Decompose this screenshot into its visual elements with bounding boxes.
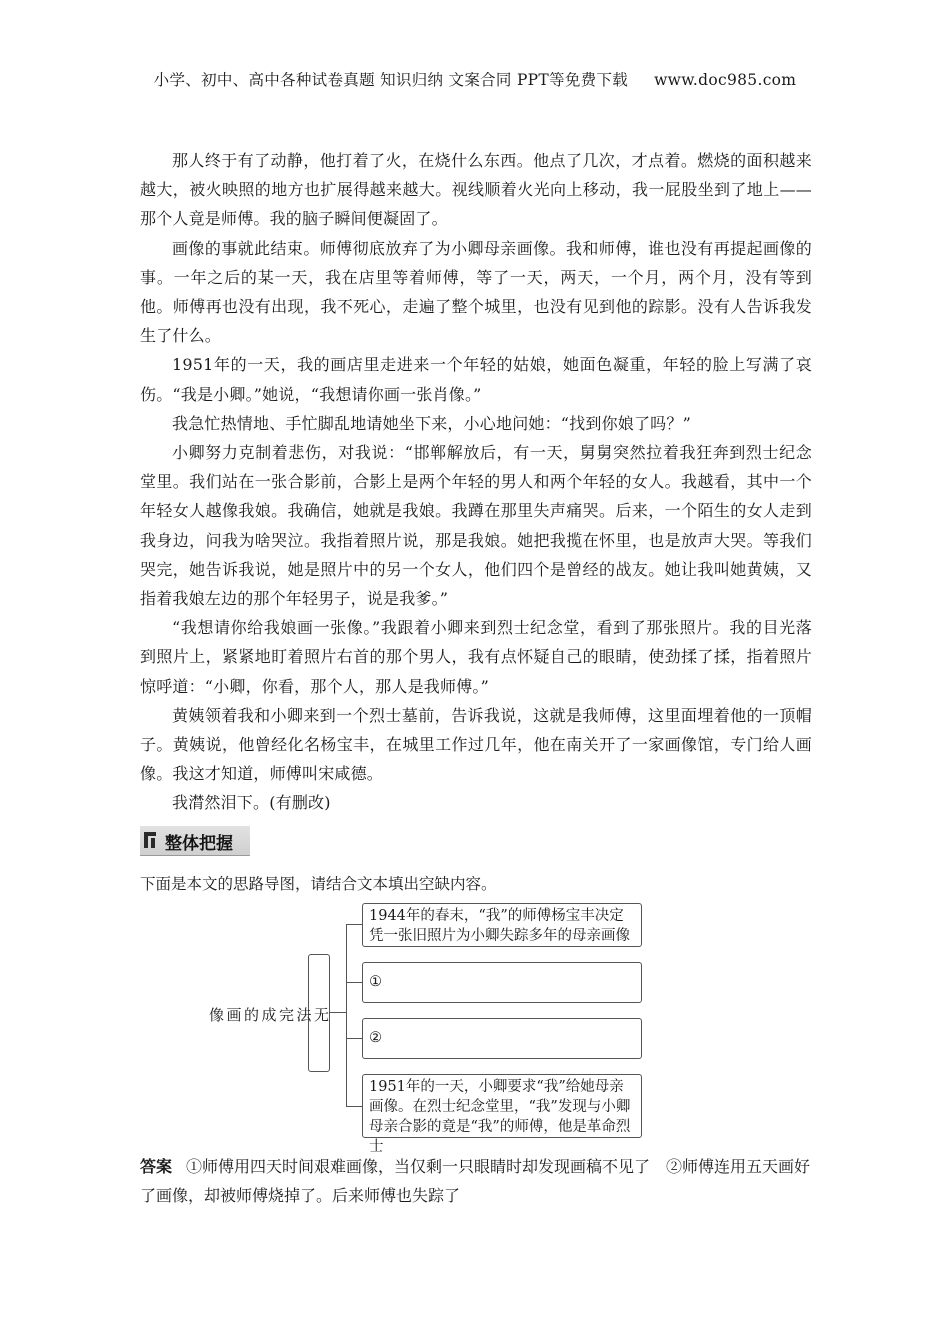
paragraph: 1951年的一天，我的画店里走进来一个年轻的姑娘，她面色凝重，年轻的脸上写满了哀伤。“我是小卿。”她说，“我想请你画一张肖像。” — [140, 355, 812, 404]
section-marker-icon — [144, 832, 156, 848]
instruction-text: 下面是本文的思路导图，请结合文本填出空缺内容。 — [140, 875, 497, 893]
answer-section — [140, 1152, 812, 1210]
paragraph: “我想请你给我娘画一张像。”我跟着小卿来到烈士纪念堂，看到了那张照片。我的目光落到照片上，紧紧地盯着照片右首的那个男人，我有点怀疑自己的眼睛，使劲揉了揉，指着照片惊呼道：“小卿，你看，那个人，那人是我师傅。” — [140, 618, 812, 696]
page-header — [0, 68, 950, 90]
paragraph: 我潸然泪下。(有删改) — [172, 793, 331, 813]
paragraph: 那人终于有了动静，他打着了火，在烧什么东西。他点了几次，才点着。燃烧的面积越来越大，被火映照的地方也扩展得越来越大。视线顺着火光向上移动，我一屁股坐到了地上——那个人竟是师傅。我的脑子瞬间便凝固了。 — [140, 151, 812, 229]
root-char: 法 — [294, 1006, 313, 1022]
mind-map — [207, 900, 660, 1155]
answer-label: 答案 — [140, 1157, 173, 1176]
root-char: 像 — [207, 1006, 225, 1022]
mind-map-node-4: 1951年的一天，小卿要求“我”给她母亲画像。在烈士纪念堂里，“我”发现与小卿母亲合影的竟是“我”的师傅，他是革命烈士 — [362, 1074, 642, 1138]
root-char: 画 — [224, 1006, 243, 1022]
root-char: 成 — [259, 1006, 278, 1022]
paragraph: 黄姨领着我和小卿来到一个烈士墓前，告诉我说，这就是我师傅，这里面埋着他的一顶帽子。黄姨说，他曾经化名杨宝丰，在城里工作过几年，他在南关开了一家画像馆，专门给人画像。我这才知道，师傅叫宋咸德。 — [140, 705, 812, 784]
section-title: 整体把握 — [165, 834, 233, 854]
answer-text: ①师傅用四天时间艰难画像，当仅剩一只眼睛时却发现画稿不见了 ②师傅连用五天画好了画像，却被师傅烧掉了。后来师傅也失踪了 — [140, 1157, 811, 1206]
mind-map-root — [207, 954, 330, 1072]
connector-line — [330, 1012, 346, 1013]
paragraph: 画像的事就此结束。师傅彻底放弃了为小卿母亲画像。我和师傅，谁也没有再提起画像的事。一年之后的某一天，我在店里等着师傅，等了一天，两天，一个月，两个月，没有等到他。师傅再也没有出现，我不死心，走遍了整个城里，也没有见到他的踪影。没有人告诉我发生了什么。 — [140, 238, 812, 346]
paragraph: 我急忙热情地、手忙脚乱地请她坐下来，小心地问她：“找到你娘了吗？” — [172, 413, 691, 433]
mind-map-node-1: 1944年的春末，“我”的师傅杨宝丰决定凭一张旧照片为小卿失踪多年的母亲画像 — [362, 903, 642, 947]
header-text: 小学、初中、高中各种试卷真题 知识归纳 文案合同 PPT等免费下载 — [153, 71, 629, 89]
header-site-link[interactable]: www.doc985.com — [654, 71, 797, 89]
section-heading — [140, 826, 250, 856]
connector-line — [346, 1038, 362, 1039]
mind-map-node-blank-1: ① — [362, 962, 642, 1003]
root-char: 的 — [242, 1006, 260, 1022]
connector-line — [346, 1106, 362, 1107]
root-char: 无 — [312, 1006, 330, 1022]
connector-line — [346, 924, 362, 925]
mind-map-node-blank-2: ② — [362, 1018, 642, 1059]
story-body — [140, 146, 812, 818]
connector-line — [346, 982, 362, 983]
root-char: 完 — [277, 1006, 295, 1022]
paragraph: 小卿努力克制着悲伤，对我说：“邯郸解放后，有一天，舅舅突然拉着我狂奔到烈士纪念堂里。我们站在一张合影前，合影上是两个年轻的男人和两个年轻的女人。我越看，其中一个年轻女人越像我娘。我确信，她就是我娘。我蹲在那里失声痛哭。后来，一个陌生的女人走到我身边，问我为啥哭泣。我指着照片说，那是我娘。她把我揽在怀里，也是放声大哭。等我们哭完，她告诉我说，她是照片中的另一个女人，他们四个是曾经的战友。她让我叫她黄姨，又指着我娘左边的那个年轻男子，说是我爹。” — [140, 443, 812, 609]
connector-line — [346, 924, 347, 1106]
